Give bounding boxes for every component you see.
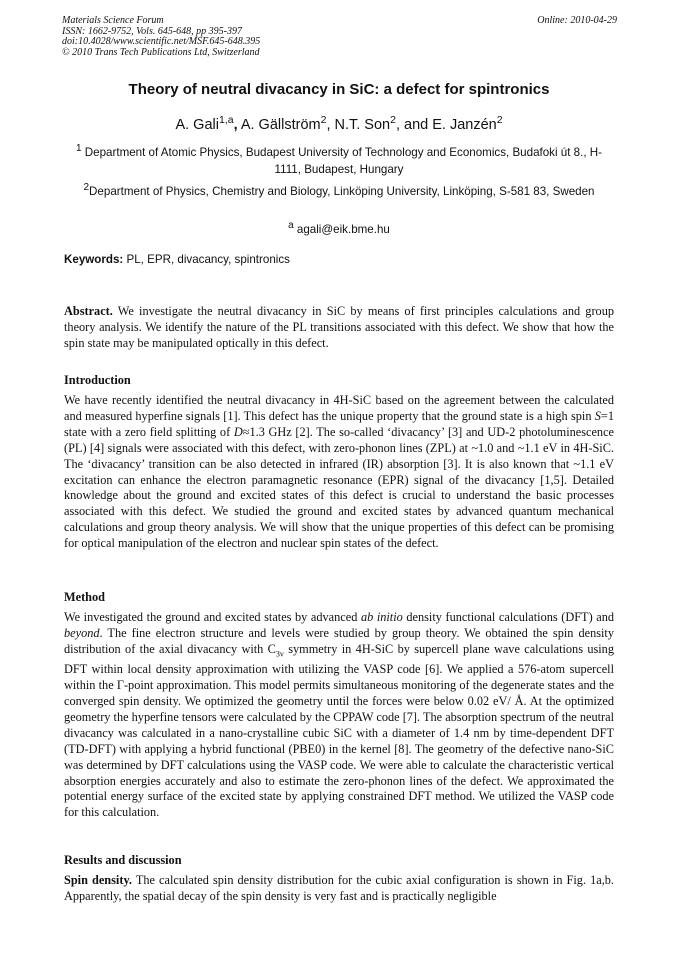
keywords: [64, 253, 614, 266]
paragraph-text: . The fine electron structure and levels were studied by group theory. We obtained the spin density distribution of the axial divacancy with C: [64, 625, 614, 656]
email-mark: a: [288, 220, 294, 231]
author-affil-mark: 2: [496, 114, 503, 126]
symmetry-subscript: 3v: [275, 649, 284, 659]
author-affil-mark: 2: [320, 114, 327, 126]
method-paragraph: [64, 610, 614, 821]
paragraph-text: symmetry in 4H-SiC by supercell plane wave calculations using DFT within local density approximation with utilizing the VASP code [6]. We applied a 576-atom supercell within the Γ-point approximation. This model permits simultaneous monitoring of the degenerate states and the converged spin density. We optimized the geometry until the forces were below 0.02 eV/ Å. At the optimized geometry the hyperfine tensors were calculated by the CPPAW code [7]. The absorption spectrum of the neutral divacancy was calculated in a nano-crystalline cubic SiC with a diameter of 1.4 nm by time-dependent DFT (TD-DFT) with applying a hybrid functional (PBE0) in the kernel [8]. The geometry of the defective nano-SiC was determined by DFT calculations using the VASP code. We were able to calculate the characteristic vertical absorption energies accurately and also to estimate the zero-phonon lines of the defect. We approximated the potential energy surface of the excited state by applying constrained DFT method. We utilized the VASP code for this calculation.: [64, 641, 614, 820]
section-heading-introduction: Introduction: [64, 373, 131, 387]
italic-symbol: S: [594, 408, 601, 423]
author-affil-mark: 2: [390, 114, 396, 126]
results-label: Spin density.: [64, 873, 132, 887]
results-text: The calculated spin density distribution for the cubic axial configuration is shown in Fig. 1a,b. Apparently, the spatial decay of the spin density is very fast and is practically negligible: [64, 873, 615, 903]
author-name: A. Gällström: [237, 116, 321, 133]
affiliation-text: Department of Atomic Physics, Budapest University of Technology and Economics, Budafoki út 8., H-1111, Budapest, Hungary: [81, 145, 603, 176]
affiliation-text: Department of Physics, Chemistry and Biology, Linköping University, Linköping, S-581 83, Sweden: [89, 184, 595, 198]
journal-header: [62, 16, 617, 58]
italic-term: beyond: [64, 625, 100, 640]
abstract-label: Abstract.: [64, 304, 113, 318]
affiliation-mark: 1: [75, 143, 82, 154]
paragraph-text: We have recently identified the neutral divacancy in 4H-SiC based on the agreement between the calculated and measured hyperfine signals [1]. This defect has the unique property that the ground state is a high spin: [64, 393, 614, 423]
author-separator: ,: [233, 116, 238, 133]
copyright-line: © 2010 Trans Tech Publications Ltd, Switzerland: [62, 46, 260, 58]
affiliation-mark: 2: [83, 182, 90, 193]
affiliation-2: [64, 179, 614, 200]
contact-email: [64, 217, 614, 238]
section-heading-method: Method: [64, 590, 105, 604]
paper-title: Theory of neutral divacancy in SiC: a defect for spintronics: [128, 81, 550, 98]
results-paragraph: [64, 873, 614, 905]
online-date: Online: 2010-04-29: [537, 15, 617, 26]
abstract-text: We investigate the neutral divacancy in SiC by means of first principles calculations and group theory analysis. We identify the nature of the PL transitions associated with this defect. We show that how the spin state may be manipulated optically in this defect.: [64, 304, 614, 350]
affiliation-1: [64, 140, 614, 178]
author-name: , and E. Janzén: [395, 116, 497, 133]
journal-name: Materials Science Forum: [62, 15, 164, 26]
section-heading-results: Results and discussion: [64, 853, 182, 867]
italic-term: ab initio: [360, 610, 403, 624]
issn-line: ISSN: 1662-9752, Vols. 645-648, pp 395-397: [62, 25, 242, 37]
italic-symbol: D: [233, 424, 243, 439]
keywords-label: Keywords:: [64, 253, 124, 266]
paragraph-text: ≈1.3 GHz [2]. The so-called ‘divacancy’ [3] and UD-2 photoluminescence (PL) [4] signals were associated with this defect, with zero-phonon lines (ZPL) at ~1.0 and ~1.1 eV in 4H-SiC. The ‘divacancy’ transition can be also detected in infrared (IR) absorption [3]. It is also known that ~1.1 eV excitation can enhance the electron paramagnetic resonance (EPR) signal of the divacancy [1,5]. Detailed knowledge about the ground and excited states of this defect is crucial to understand the basic processes associated with this defect. We studied the ground and excited states by advanced quantum mechanical calculations and group theory analysis. We will show that the unique properties of this defect can be promising for optical manipulation of the electron and nuclear spin states of the defect.: [64, 424, 614, 551]
author-affil-mark: 1,a: [218, 114, 234, 126]
email-text: agali@eik.bme.hu: [293, 222, 390, 236]
paragraph-text: density functional calculations (DFT) and: [402, 610, 615, 624]
paragraph-text: We investigated the ground and excited states by advanced: [64, 610, 361, 624]
author-list: [40, 114, 638, 133]
author-name: , N.T. Son: [326, 116, 391, 133]
abstract-paragraph: [64, 304, 614, 352]
doi-line: doi:10.4028/www.scientific.net/MSF.645-648.395: [62, 36, 261, 48]
introduction-paragraph: [64, 393, 614, 552]
author-name: A. Gali: [175, 116, 219, 133]
keywords-text: PL, EPR, divacancy, spintronics: [123, 253, 290, 266]
paragraph-text: =1 state with a zero field splitting of: [64, 408, 614, 439]
